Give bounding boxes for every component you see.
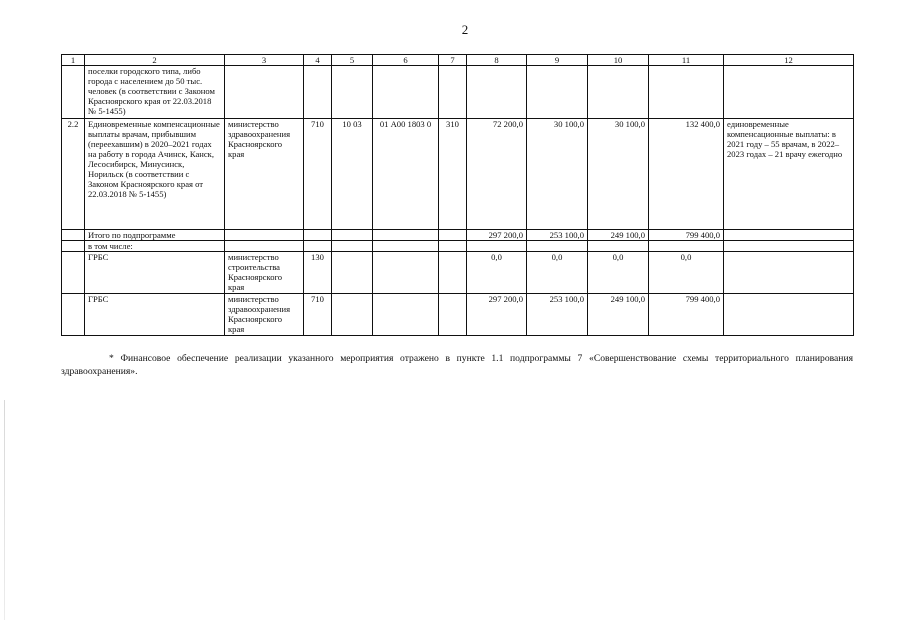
amount-cell: 0,0 xyxy=(649,252,724,294)
measure-name: поселки городского типа, либо города с населением до 50 тыс. человек (в соответствии с Законом Красноярского края от 22.03.2018 № 5-1455) xyxy=(85,66,225,119)
amount-cell: 30 100,0 xyxy=(527,119,588,230)
grbs-label: ГРБС xyxy=(85,294,225,336)
expense-type-code: 310 xyxy=(439,119,467,230)
amount-cell: 0,0 xyxy=(527,252,588,294)
amount-cell: 132 400,0 xyxy=(649,119,724,230)
amount-cell: 30 100,0 xyxy=(588,119,649,230)
amount-cell: 0,0 xyxy=(588,252,649,294)
target-article-code: 01 А00 1803 0 xyxy=(373,119,439,230)
row-number: 2.2 xyxy=(62,119,85,230)
footnote xyxy=(61,352,853,378)
grbs-name: министерство здравоохранения Красноярского края xyxy=(225,119,304,230)
section-code: 10 03 xyxy=(332,119,373,230)
table-row xyxy=(62,66,854,119)
grbs-code: 130 xyxy=(304,252,332,294)
header-cell: 2 xyxy=(85,55,225,66)
header-cell: 5 xyxy=(332,55,373,66)
header-cell: 11 xyxy=(649,55,724,66)
footnote-text: * Финансовое обеспечение реализации указанного мероприятия отражено в пункте 1.1 подпрограммы 7 «Совершенствование схемы территориального планирования здравоохранения». xyxy=(61,353,853,377)
table-row xyxy=(62,119,854,230)
header-cell: 9 xyxy=(527,55,588,66)
measure-name: Единовременные компенсационные выплаты врачам, прибывшим (переехавшим) в 2020–2021 годах на работу в города Ачинск, Канск, Лесосибирск, Минусинск, Норильск (в соответствии с Законом Красноярского края от 22.03.2018 № 5-1455) xyxy=(85,119,225,230)
header-row xyxy=(62,55,854,66)
amount-cell: 72 200,0 xyxy=(467,119,527,230)
header-cell: 7 xyxy=(439,55,467,66)
amount-cell: 297 200,0 xyxy=(467,230,527,241)
table-row xyxy=(62,294,854,336)
amount-cell: 297 200,0 xyxy=(467,294,527,336)
header-cell: 8 xyxy=(467,55,527,66)
amount-cell: 253 100,0 xyxy=(527,230,588,241)
header-cell: 6 xyxy=(373,55,439,66)
amount-cell: 0,0 xyxy=(467,252,527,294)
table-row xyxy=(62,252,854,294)
header-cell: 4 xyxy=(304,55,332,66)
grbs-name: министерство здравоохранения Красноярского края xyxy=(225,294,304,336)
including-label: в том числе: xyxy=(85,241,225,252)
grbs-code: 710 xyxy=(304,294,332,336)
table-row xyxy=(62,241,854,252)
table-row xyxy=(62,230,854,241)
amount-cell: 799 400,0 xyxy=(649,230,724,241)
amount-cell: 799 400,0 xyxy=(649,294,724,336)
budget-table xyxy=(61,54,854,336)
amount-cell: 249 100,0 xyxy=(588,230,649,241)
amount-cell: 253 100,0 xyxy=(527,294,588,336)
header-cell: 10 xyxy=(588,55,649,66)
grbs-label: ГРБС xyxy=(85,252,225,294)
total-label: Итого по подпрограмме xyxy=(85,230,225,241)
amount-cell: 249 100,0 xyxy=(588,294,649,336)
expected-result: единовременные компенсационные выплаты: в 2021 году – 55 врачам, в 2022–2023 годах – 21 врачу ежегодно xyxy=(724,119,854,230)
header-cell: 1 xyxy=(62,55,85,66)
grbs-name: министерство строительства Красноярского края xyxy=(225,252,304,294)
header-cell: 3 xyxy=(225,55,304,66)
page-number: 2 xyxy=(461,22,469,37)
header-cell: 12 xyxy=(724,55,854,66)
grbs-code: 710 xyxy=(304,119,332,230)
scan-artifact xyxy=(4,400,5,620)
